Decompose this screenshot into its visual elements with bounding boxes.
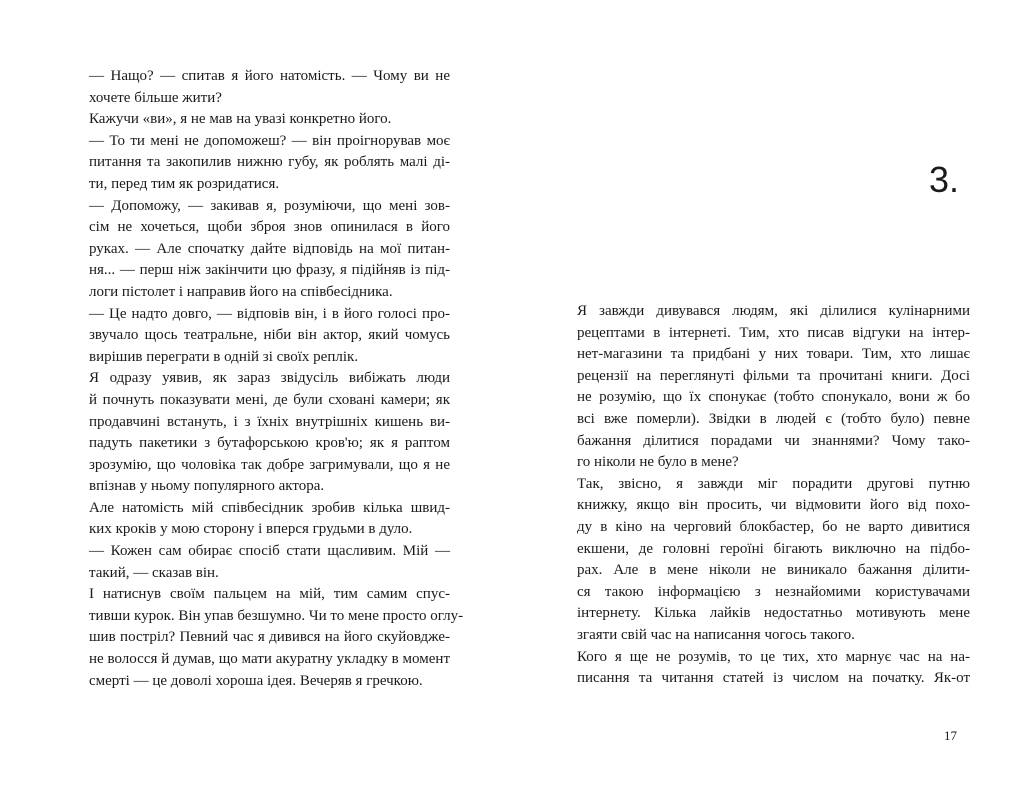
text-line: й почнуть показувати мені, де були сховані камери; як [89,391,450,408]
text-line: екшени, де головні героїні бігають виключно на підбо- [577,540,970,557]
text-line: логи пістолет і направив його на співбесідника. [89,283,393,300]
text-line: го ніколи не було в мене? [577,454,739,471]
text-line: звучало щось театральне, ніби він актор, який чомусь [89,327,450,344]
text-line: Кого я ще не розумів, то це тих, хто марнує час на на- [577,648,970,665]
text-line: згаяти свій час на написання чогось такого. [577,626,855,643]
text-line: рецензії на переглянуті фільми та прочитані книги. Досі [577,367,970,384]
text-line: сім не хочеться, щоби зброя знов опинилася в його [89,219,450,236]
chapter-number: 3. [929,159,960,200]
text-line: тивши курок. Він упав безшумно. Чи то мене просто оглу- [89,607,464,624]
text-line: не розумію, що їх спонукає (тобто спонукало, вони ж бо [577,389,970,406]
text-line: падуть пакетики з бутафорською кров'ю; як я раптом [89,435,450,452]
right-page-text [577,301,970,690]
text-line: книжку, якщо він просить, чи відмовити його від похо- [577,497,970,514]
text-line: писання та читання статей із числом на початку. Як-от [577,670,970,687]
left-page-text [89,66,464,692]
text-line: ти, перед тим як розридатися. [89,175,280,192]
text-line: смерті — це доволі хороша ідея. Вечеряв я гречкою. [89,672,423,689]
text-line: — Допоможу, — закивав я, розуміючи, що мені зов- [89,197,450,214]
text-line: І натиснув своїм пальцем на мій, тим самим спус- [89,586,450,603]
text-line: ня... — перш ніж закінчити цю фразу, я підійняв із під- [89,262,450,279]
text-line: вирішив переграти в одній зі своїх реплік. [89,348,359,365]
text-line: — Нащо? — спитав я його натомість. — Чому ви не [89,68,450,84]
text-line: — Це надто довго, — відповів він, і в його голосі про- [89,305,450,322]
text-line: Я одразу уявив, як зараз звідусіль вибіжать люди [89,370,450,387]
text-line: рецептами в інтернеті. Тим, хто писав відгуки на інтер- [577,324,970,341]
text-line: ких кроків у мою сторону і вперся грудьми в дуло. [89,521,413,538]
text-line: руках. — Але спочатку дайте відповідь на мої питан- [89,240,450,257]
text-line: бажання ділитися порадами чи знаннями? Чому тако- [577,432,970,449]
text-line: не волосся й думав, що мати акуратну укладку в момент [89,651,450,668]
text-line: інтернету. Кілька лайків недостатньо мотивують мене [577,605,970,622]
text-line: Кажучи «ви», я не мав на увазі конкретно його. [89,111,392,128]
right-page [512,0,1024,788]
page-number: 17 [944,728,957,743]
text-line: всі вже померли). Звідки в людей є (тобто було) певне [577,410,970,427]
text-line: впізнав у ньому популярного актора. [89,478,325,495]
text-line: — То ти мені не допоможеш? — він проігнорував моє [89,132,450,149]
text-line: Я завжди дивувався людям, які ділилися кулінарними [577,303,970,319]
text-line: ся такою інформацією з незнайомими користувачами [577,583,970,600]
text-line: — Кожен сам обирає спосіб стати щасливим. Мій — [89,543,450,560]
text-line: ду в кіно на черговий блокбастер, бо не варто дивитися [577,518,970,535]
text-line: такий, — сказав він. [89,564,219,581]
text-line: рах. Але в мене ніколи не виникало бажання ділити- [577,562,970,579]
text-line: зрозумію, що чоловіка так добре загримували, що я не [89,456,450,473]
text-line: Але натомість мій співбесідник зробив кілька швид- [89,499,450,516]
text-line: питання та закопилив нижню губу, як роблять малі ді- [89,154,450,171]
text-line: нет-магазини та придбані у них товари. Тим, хто лишає [577,346,970,363]
text-line: шив постріл? Певний час я дивився на його скуйовдже- [89,629,450,646]
text-line: Так, звісно, я завжди міг порадити другові путню [577,475,970,492]
text-line: продавчині встануть, і з їхніх внутрішніх кишень ви- [89,413,450,430]
text-line: хочете більше жити? [89,89,222,106]
